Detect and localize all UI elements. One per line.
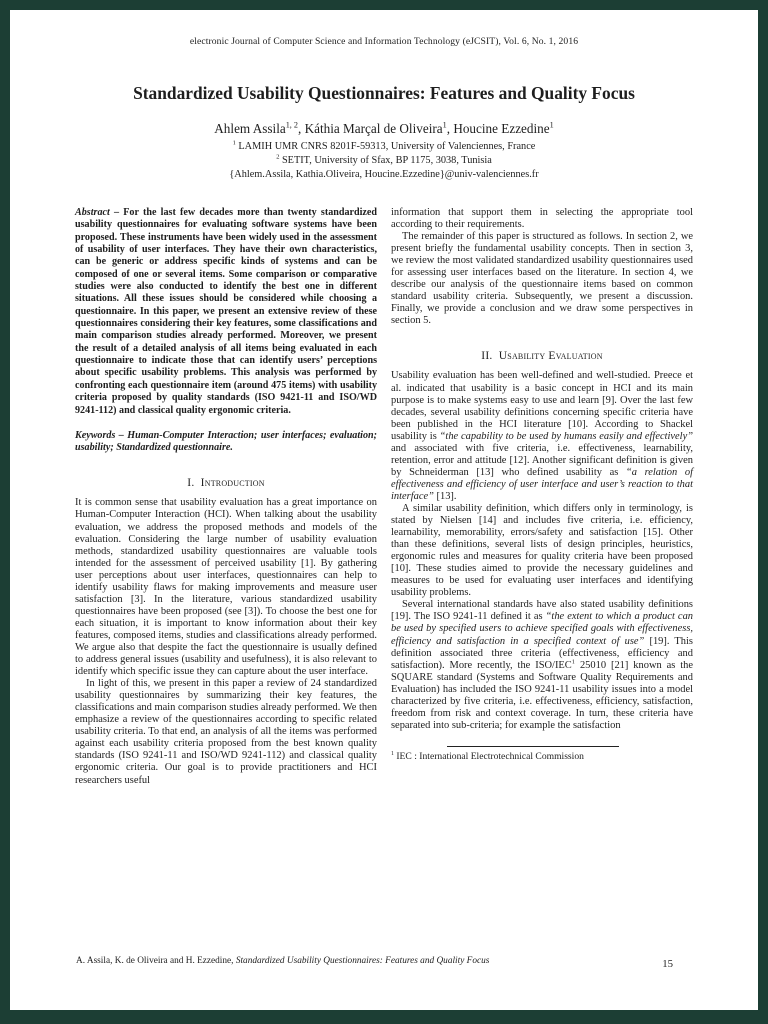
footnote <box>391 746 693 763</box>
right-column <box>391 207 693 787</box>
affiliation-line-2: $^2$ SETIT, University of Sfax, BP 1175, 3038, Tunisia <box>276 153 492 166</box>
paragraph: Abstract – For the last few decades more than twenty standardized usability questionnaires for evaluating software systems have been proposed. These instruments have been widely used in the assessment of usability of user interfaces. They have their own characteristics, can be generic or address specific kinds of systems and can be composed of one or several items. Some comparison or comparative studies were also conducted to identify the best one in different situations. All these issues should be considered while choosing a questionnaire. In this paper, we present an extensive review of these questionnaires considering their key features, some classifications and main comparison studies already performed. Moreover, we present the result of a detailed analysis of all items being evaluated in each questionnaire to indicate those that can identify users’ perceptions about specific usability problems. This analysis was performed by confronting each questionnaire item (around 475 items) with usability criteria proposed by quality standards (ISO 9421-11 and ISO/WD 9241-112) and classical quality ergonomic criteria. <box>75 207 377 416</box>
author-line: Ahlem Assila$^{1, 2}$, Káthia Marçal de Oliveira$^1$, Houcine Ezzedine$^1$ <box>214 120 554 136</box>
footer-citation: A. Assila, K. de Oliveira and H. Ezzedine, Standardized Usability Questionnaires: Features and Quality Focus <box>76 956 490 966</box>
email-line: {Ahlem.Assila, Kathia.Oliveira, Houcine.Ezzedine}@univ-valenciennes.fr <box>229 168 539 180</box>
journal-header: electronic Journal of Computer Science and Information Technology (eJCSIT), Vol. 6, No. 1, 2016 <box>189 36 579 47</box>
affiliation-line-1: $^1$ LAMIH UMR CNRS 8201F-59313, University of Valenciennes, France <box>232 139 536 152</box>
paragraph: Several international standards have also stated usability definitions [19]. The ISO 9241-11 defined it as “the extent to which a product can be used by specified users to achieve specified goals with effectiveness, efficiency and satisfaction in a specified context of use” [19]. This definition associated three criteria (effectiveness, efficiency and satisfaction). More recently, the ISO/IEC$^1$ 25010 [21] known as the SQUARE standard (Systems and Software Quality Requirements and Evaluation) has included the ISO 9241-11 usability issues into a model characterized by five criteria, i.e. effectiveness, efficiency, satisfaction, freedom from risk and context coverage. In turn, these criteria have separated into sub-criteria; for example the satisfaction <box>391 599 694 731</box>
paragraph: Usability evaluation has been well-defined and well-studied. Preece et al. indicated that usability is a basic concept in HCI and its main purpose is to make systems easy to use and learn [9]. Over the last few decades, several usability definitions concerning specific criteria have been published in the HCI literature [10]. According to Shackel usability is “the capability to be used by humans easily and effectively” and associated with five criteria, i.e. effectiveness, learnability, retention, error and attitude [12]. Another significant definition is given by Schneiderman [13] who defined usability as “a relation of effectiveness and efficiency of user interface and user’s reaction to that interface” [13]. <box>391 370 694 502</box>
paragraph: In light of this, we present in this paper a review of 24 standardized usability questionnaires by summarizing their key features, the classifications and main comparison studies already performed. We then emphasize a review of the questionnaires according to specific related usability criteria. To that end, an analysis of all the items was performed against each usability criteria proposed from the best known quality standards (ISO 9241-11 and ISO/WD 9241-112) and classical quality ergonomic criteria. Our goal is to provide practitioners and HCI researchers useful <box>75 678 377 786</box>
left-column <box>75 207 377 787</box>
section-heading: II. Usability Evaluation <box>481 349 603 363</box>
paragraph: information that support them in selecting the appropriate tool according to their requirements. <box>391 207 693 231</box>
section-heading: I. Introduction <box>187 476 265 490</box>
paragraph: It is common sense that usability evaluation has a great importance on Human-Computer Interaction (HCI). When talking about the usability evaluation, we address the proposed methods and models of the evaluation. Considering the large number of usability evaluation methods, standardized usability questionnaires are valuable tools intended for the assessment of perceived usability [1]. By gathering user perceptions about user interfaces, questionnaires can help to identify usability flaws for making improvements and measure user satisfaction [3]. In the literature, various standardized usability questionnaires have been proposed (see [3]). To choose the best one for each situation, it is important to know information about their key features, composed items, studies and classifications already performed. We argue also that despite the fact the questionnaire is usually defined to address general issues (usability and usefulness), it is also relevant to identify which specific issue they can capture about the user interface. <box>75 497 377 678</box>
paragraph: Keywords – Human-Computer Interaction; user interfaces; evaluation; usability; Standardized questionnaire. <box>75 429 377 454</box>
paper-title: Standardized Usability Questionnaires: Features and Quality Focus <box>133 83 635 103</box>
paragraph: The remainder of this paper is structured as follows. In section 2, we present briefly the fundamental usability concepts. Then in section 3, we review the most validated standardized usability questionnaires used for assessing user interfaces based on the literature. In section 4, we describe our analysis of the questionnaire items based on common standard usability criteria. Subsequently, we present a discussion. Finally, we provide a conclusion and we draw some perspectives in section 5. <box>391 231 693 327</box>
footnote-text: $^1$ IEC : International Electrotechnical Commission <box>391 750 584 762</box>
footnote-rule <box>447 746 619 747</box>
byline-block <box>0 121 768 181</box>
page-number: 15 <box>662 958 673 970</box>
two-column-body <box>75 207 693 787</box>
paragraph: A similar usability definition, which differs only in terminology, is stated by Nielsen [14] and includes five criteria, i.e. efficiency, learnability, memorability, errors/safety and satisfaction [15]. Other than these definitions, several lists of design principles, heuristics, ergonomic rules and measures for quality criteria have been proposed [10]. These studies aimed to provide the necessary guidelines and measures to be used for evaluating user interfaces and identifying usability problems. <box>391 502 693 599</box>
